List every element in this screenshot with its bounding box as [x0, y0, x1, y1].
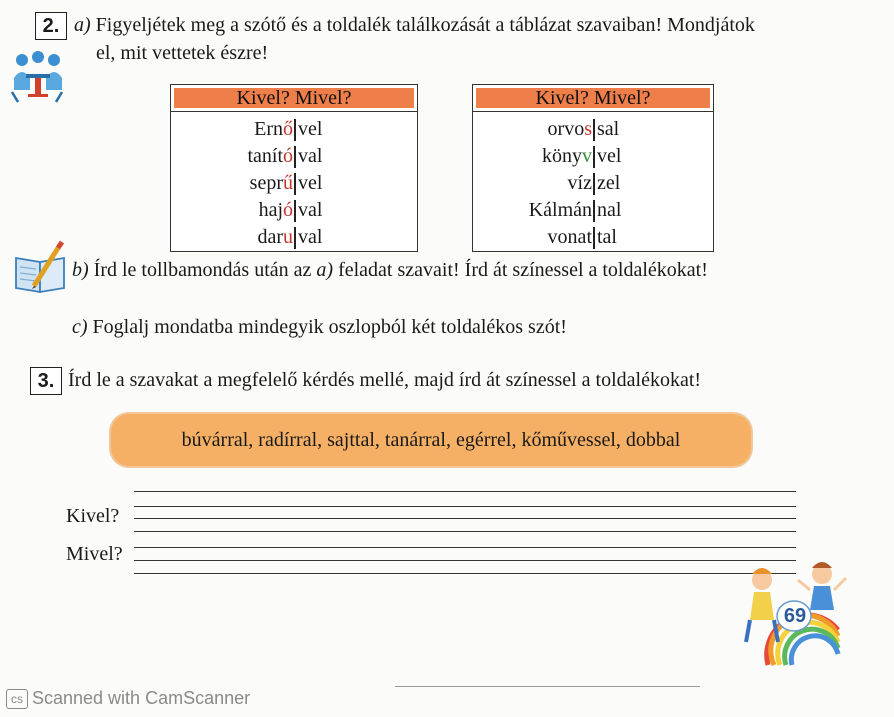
word-list: búvárral, radírral, sajttal, tanárral, egérrel, kőművessel, dobbal [181, 429, 681, 451]
scanner-footer-text: Scanned with CamScanner [32, 688, 251, 708]
exercise-2c-body: Foglalj mondatba mindegyik oszlopból két toldalékos szót! [92, 316, 567, 338]
notebook-pencil-icon [12, 240, 70, 294]
writing-line [134, 547, 796, 548]
suffix-table-right [472, 84, 714, 252]
exercise-2-number: 2. [35, 12, 67, 40]
exercise-2b-text1: Írd le tollbamondás után az [93, 259, 312, 281]
label-mivel: Mivel? [66, 543, 123, 565]
writing-line [134, 518, 796, 519]
kids-rainbow-illustration [738, 550, 858, 668]
exercise-2a-line2: el, mit vettetek észre! [96, 42, 269, 64]
table-row: Kálmán nal [528, 199, 622, 221]
camscanner-logo-icon: cs [6, 689, 28, 709]
table-row: daru val [257, 226, 323, 248]
exercise-2a-prefix: a) [74, 14, 91, 36]
word-list-bar [111, 414, 751, 466]
table-row: Ernő vel [254, 118, 323, 140]
exercise-2a-text1: Figyeljétek meg a szótő és a toldalék találkozását a táblázat szavaiban! Mondjátok [95, 14, 755, 36]
exercise-2b-prefix: b) [72, 259, 89, 281]
exercise-2c-text [72, 316, 567, 339]
group-work-icon [8, 48, 68, 104]
table-right-header: Kivel? Mivel? [473, 85, 713, 112]
label-kivel: Kivel? [66, 505, 120, 527]
exercise-2b-text2: feladat szavait! Írd át színessel a toldalékokat! [338, 259, 708, 281]
writing-line [134, 491, 796, 492]
table-row: seprű vel [249, 172, 323, 194]
table-row: könyv vel [542, 145, 622, 167]
writing-line [134, 531, 796, 532]
exercise-2b-ref: a) [316, 259, 334, 281]
table-left-header: Kivel? Mivel? [171, 85, 417, 112]
exercise-2a-line1 [74, 14, 755, 37]
exercise-3-number: 3. [30, 367, 62, 395]
table-row: vonat tal [547, 226, 617, 248]
suffix-table-left [170, 84, 418, 252]
exercise-2c-prefix: c) [72, 316, 88, 338]
scanner-footer [6, 688, 250, 709]
writing-line [134, 573, 796, 574]
writing-line [134, 506, 796, 507]
page-number: 69 [783, 605, 807, 627]
table-row: tanító val [247, 145, 323, 167]
table-row: orvos sal [547, 118, 620, 140]
exercise-2b-text [72, 259, 708, 282]
exercise-3-instruction: Írd le a szavakat a megfelelő kérdés mellé, majd írd át színessel a toldalékokat! [68, 369, 702, 391]
table-row: víz zel [567, 172, 621, 194]
writing-line [134, 560, 796, 561]
table-row: hajó val [258, 199, 323, 221]
bottom-rule [395, 686, 700, 687]
